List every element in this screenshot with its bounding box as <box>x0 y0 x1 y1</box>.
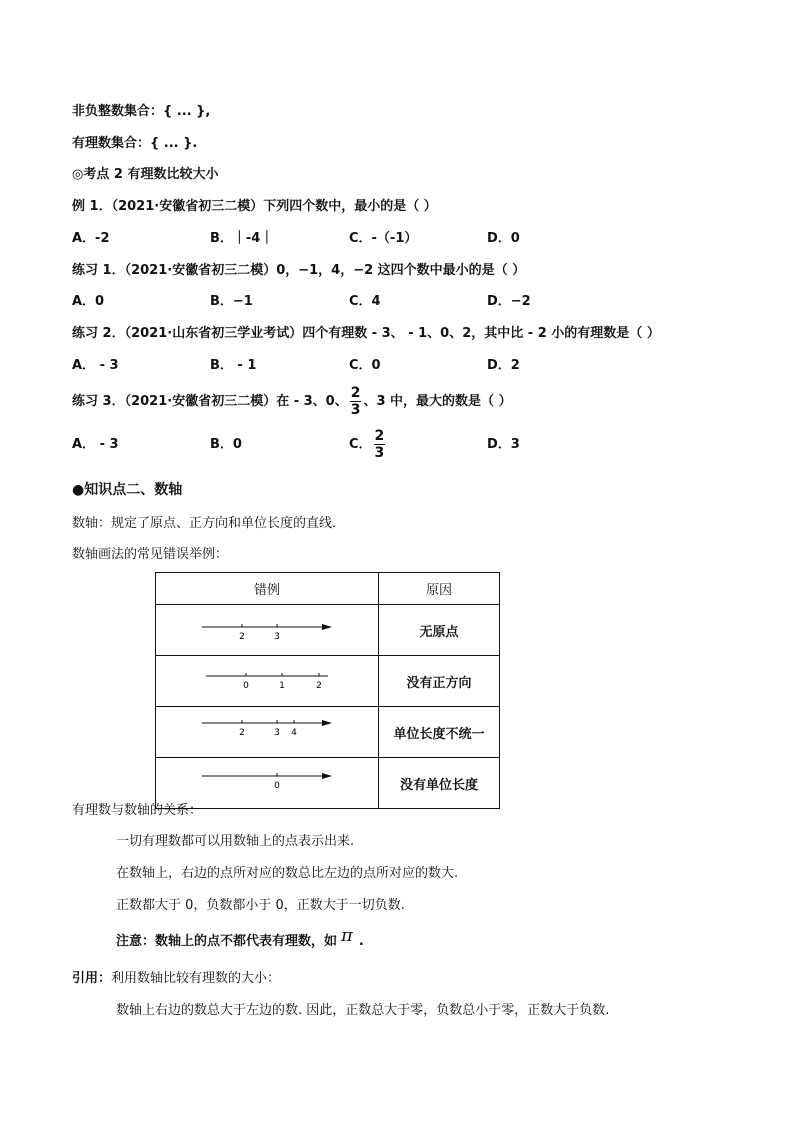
header-reason: 原因 <box>379 573 500 605</box>
table-header-row <box>156 573 500 605</box>
fraction-denominator: 3 <box>374 445 385 461</box>
table-row <box>156 605 500 656</box>
quote-line <box>72 969 280 989</box>
tick-label: 3 <box>274 632 280 642</box>
fraction-denominator: 3 <box>350 402 361 418</box>
exercise-3-option-d: D．3 <box>487 437 520 452</box>
reason-cell: 没有单位长度 <box>379 758 500 809</box>
reason-cell: 单位长度不统一 <box>379 707 500 758</box>
relation-title: 有理数与数轴的关系： <box>72 803 203 818</box>
reason-cell: 没有正方向 <box>379 656 500 707</box>
table-row <box>156 656 500 707</box>
fraction-two-thirds <box>350 385 362 418</box>
exercise-2-option-d: D．2 <box>487 358 520 373</box>
rational-set: 有理数集合：{ ... }. <box>72 136 198 151</box>
relation-line-1: 一切有理数都可以用数轴上的点表示出来. <box>116 834 355 849</box>
exercise-1-option-b: B．−1 <box>210 294 253 309</box>
example-1-option-a: A．-2 <box>72 231 110 246</box>
exercise-2-option-c: C．0 <box>349 358 381 373</box>
option-c-label: C． <box>349 437 372 452</box>
exercise-3-option-b: B．0 <box>210 437 242 452</box>
exercise-1-option-a: A．0 <box>72 294 105 309</box>
tick-label: 0 <box>243 681 249 691</box>
exercise-1-question: 练习 1．（2021·安徽省初三二模）0，−1，4，−2 这四个数中最小的是（ ） <box>72 263 526 278</box>
option-c-fraction <box>374 428 386 461</box>
exercise-1-option-c: C．4 <box>349 294 381 309</box>
tick-label: 2 <box>239 632 245 642</box>
table-row <box>156 758 500 809</box>
exercise-3-question <box>72 381 512 423</box>
number-line-inconsistent-unit <box>156 707 379 758</box>
tick-label: 0 <box>274 781 280 791</box>
number-line-diagram <box>156 605 378 651</box>
quote-detail: 数轴上右边的数总大于左边的数. 因此，正数总大于零，负数总小于零，正数大于负数. <box>116 1003 610 1018</box>
exercise-3-option-a: A． - 3 <box>72 437 119 452</box>
exercise-2-option-a: A． - 3 <box>72 358 119 373</box>
fraction-numerator: 2 <box>350 385 361 401</box>
nonneg-integer-set: 非负整数集合：{ ... }, <box>72 104 211 119</box>
header-error-example: 错例 <box>156 573 379 605</box>
tick-label: 2 <box>316 681 322 691</box>
number-line-diagram <box>156 758 378 804</box>
note-end: . <box>358 934 364 949</box>
common-errors-heading: 数轴画法的常见错误举例： <box>72 547 229 562</box>
exercise-1-option-d: D．−2 <box>487 294 531 309</box>
tick-label: 4 <box>291 728 297 738</box>
exercise-2-question: 练习 2．（2021·山东省初三学业考试）四个有理数 - 3、 - 1、0、2，其中比 - 2 小的有理数是（ ） <box>72 326 660 341</box>
example-1-option-d: D．0 <box>487 231 520 246</box>
number-line-no-direction <box>156 656 379 707</box>
exercise-3-suffix: 、3 中，最大的数是（ ） <box>363 394 512 409</box>
example-1-option-b: B．｜-4｜ <box>210 231 274 246</box>
example-1-option-c: C．-（-1） <box>349 231 418 246</box>
table-row <box>156 707 500 758</box>
tick-label: 3 <box>274 728 280 738</box>
kaodian-2-title: ◎考点 2 有理数比较大小 <box>72 167 219 182</box>
number-line-errors-table <box>155 572 500 809</box>
exercise-3-option-c <box>349 425 387 465</box>
number-line-diagram <box>156 656 378 702</box>
pi-symbol: π <box>341 925 353 946</box>
exercise-2-option-b: B． - 1 <box>210 358 257 373</box>
number-line-diagram <box>156 707 378 753</box>
quote-text: 利用数轴比较有理数的大小： <box>111 971 281 986</box>
knowledge-point-2-title: ●知识点二、数轴 <box>72 482 183 498</box>
exercise-3-prefix: 练习 3．（2021·安徽省初三二模）在 - 3、0、 <box>72 394 348 409</box>
number-line-no-origin <box>156 605 379 656</box>
relation-line-2: 在数轴上，右边的点所对应的数总比左边的点所对应的数大. <box>116 866 459 881</box>
quote-label: 引用： <box>72 971 112 986</box>
tick-label: 2 <box>239 728 245 738</box>
number-line-definition: 数轴：规定了原点、正方向和单位长度的直线. <box>72 516 337 531</box>
tick-label: 1 <box>279 681 285 691</box>
note <box>116 925 364 952</box>
relation-line-3: 正数都大于 0，负数都小于 0，正数大于一切负数. <box>116 898 405 913</box>
fraction-numerator: 2 <box>374 428 385 444</box>
example-1-question: 例 1．（2021·安徽省初三二模）下列四个数中，最小的是（ ） <box>72 199 437 214</box>
reason-cell: 无原点 <box>379 605 500 656</box>
note-text: 注意：数轴上的点不都代表有理数，如 <box>116 934 338 949</box>
